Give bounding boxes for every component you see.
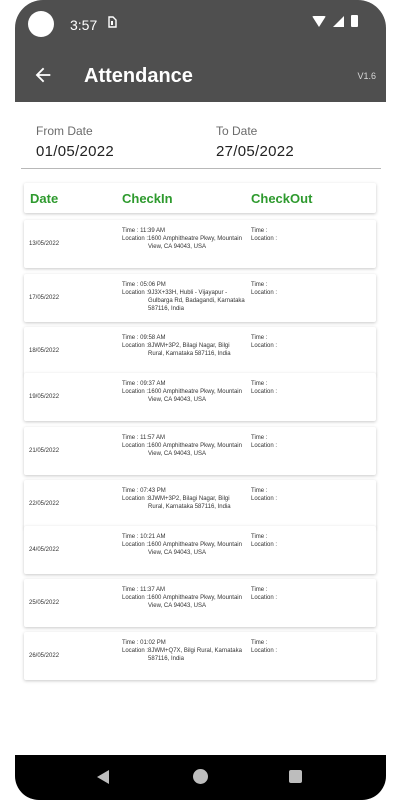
row-date: 21/05/2022 — [29, 448, 60, 454]
table-row[interactable] — [24, 373, 376, 421]
checkin-location: 1600 Amphitheatre Pkwy, Mountain View, CA 94043, USA — [148, 443, 242, 457]
checkin-location-label: Location : — [122, 343, 149, 349]
row-checkout — [251, 533, 361, 549]
row-date: 24/05/2022 — [29, 547, 60, 553]
checkout-location: Location : — [251, 496, 278, 502]
divider — [21, 168, 381, 169]
checkout-location: Location : — [251, 290, 278, 296]
row-checkout — [251, 227, 361, 243]
wifi-icon — [312, 16, 326, 27]
checkin-location: 1600 Amphitheatre Pkwy, Mountain View, CA 94043, USA — [148, 389, 242, 403]
table-row[interactable] — [24, 427, 376, 475]
checkout-location: Location : — [251, 542, 278, 548]
checkin-location-label: Location : — [122, 443, 149, 449]
checkin-location-label: Location : — [122, 496, 149, 502]
row-checkout — [251, 334, 361, 350]
checkin-time: Time : 11:37 AM — [122, 587, 166, 593]
checkout-location: Location : — [251, 236, 278, 242]
checkout-location: Location : — [251, 595, 278, 601]
row-checkout — [251, 380, 361, 396]
to-date-label: To Date — [216, 124, 258, 138]
checkin-location-label: Location : — [122, 236, 149, 242]
row-checkin — [122, 586, 247, 610]
table-row[interactable] — [24, 327, 376, 375]
nav-home-icon[interactable] — [193, 769, 208, 784]
checkin-time: Time : 11:39 AM — [122, 228, 166, 234]
checkin-time: Time : 09:58 AM — [122, 335, 166, 341]
checkout-time: Time : — [251, 335, 268, 341]
header-date: Date — [30, 191, 59, 206]
checkin-time: Time : 10:21 AM — [122, 534, 166, 540]
row-checkin — [122, 533, 247, 557]
checkout-time: Time : — [251, 228, 268, 234]
checkin-location-label: Location : — [122, 542, 149, 548]
checkin-time: Time : 05:06 PM — [122, 282, 166, 288]
row-checkout — [251, 639, 361, 655]
table-row[interactable] — [24, 480, 376, 528]
system-nav-bar — [15, 755, 386, 800]
page-title: Attendance — [84, 65, 193, 87]
signal-icon — [333, 16, 344, 27]
row-checkin — [122, 227, 247, 251]
checkin-time: Time : 07:43 PM — [122, 488, 166, 494]
row-checkin — [122, 487, 247, 511]
row-checkout — [251, 487, 361, 503]
row-checkin — [122, 434, 247, 458]
row-checkout — [251, 281, 361, 297]
header-checkin: CheckIn — [122, 191, 173, 206]
checkin-location: 9J3X+33H, Hubli - Vijayapur - Gulbarga Rd, Badagandi, Karnataka 587116, India — [148, 290, 245, 312]
checkout-location: Location : — [251, 443, 278, 449]
checkin-location: 8JWM+3P2, Bilagi Nagar, Bilgi Rural, Karnataka 587116, India — [148, 343, 231, 357]
header-checkout: CheckOut — [251, 191, 313, 206]
row-date: 26/05/2022 — [29, 653, 60, 659]
from-date-field[interactable] — [36, 124, 114, 160]
row-date: 17/05/2022 — [29, 295, 60, 301]
checkout-time: Time : — [251, 381, 268, 387]
to-date-field[interactable] — [216, 124, 294, 160]
checkin-time: Time : 11:57 AM — [122, 435, 166, 441]
battery-icon — [351, 15, 358, 27]
from-date-value[interactable]: 01/05/2022 — [36, 143, 115, 160]
row-checkout — [251, 434, 361, 450]
row-date: 18/05/2022 — [29, 348, 60, 354]
checkout-time: Time : — [251, 587, 268, 593]
checkin-time: Time : 01:02 PM — [122, 640, 166, 646]
checkout-time: Time : — [251, 435, 268, 441]
phone-screen — [15, 0, 386, 800]
row-checkin — [122, 380, 247, 404]
row-date: 22/05/2022 — [29, 501, 60, 507]
checkout-time: Time : — [251, 640, 268, 646]
version-label: V1.6 — [357, 71, 376, 81]
checkin-location-label: Location : — [122, 595, 149, 601]
checkin-location: 1600 Amphitheatre Pkwy, Mountain View, CA 94043, USA — [148, 542, 242, 556]
checkout-location: Location : — [251, 648, 278, 654]
to-date-value[interactable]: 27/05/2022 — [216, 143, 295, 160]
row-checkin — [122, 639, 247, 663]
checkin-location: 1600 Amphitheatre Pkwy, Mountain View, CA 94043, USA — [148, 595, 242, 609]
checkin-location: 1600 Amphitheatre Pkwy, Mountain View, CA 94043, USA — [148, 236, 242, 250]
arrow-left-icon[interactable] — [32, 64, 54, 86]
nav-back-icon[interactable] — [97, 770, 109, 784]
checkout-location: Location : — [251, 343, 278, 349]
checkout-time: Time : — [251, 488, 268, 494]
checkout-location: Location : — [251, 389, 278, 395]
table-row[interactable] — [24, 274, 376, 322]
checkin-location: 8JWM+3P2, Bilagi Nagar, Bilgi Rural, Karnataka 587116, India — [148, 496, 231, 510]
sim-icon — [107, 16, 117, 31]
checkout-time: Time : — [251, 282, 268, 288]
table-row[interactable] — [24, 526, 376, 574]
status-icons — [312, 15, 358, 27]
row-date: 25/05/2022 — [29, 600, 60, 606]
checkin-location-label: Location : — [122, 389, 149, 395]
row-date: 13/05/2022 — [29, 241, 60, 247]
table-row[interactable] — [24, 579, 376, 627]
camera-cutout — [28, 11, 54, 37]
row-checkout — [251, 586, 361, 602]
table-row[interactable] — [24, 220, 376, 268]
checkin-location-label: Location : — [122, 290, 149, 296]
checkin-time: Time : 09:37 AM — [122, 381, 166, 387]
from-date-label: From Date — [36, 124, 93, 138]
status-time: 3:57 — [70, 17, 98, 33]
nav-recents-icon[interactable] — [289, 770, 302, 783]
row-checkin — [122, 281, 247, 313]
row-date: 19/05/2022 — [29, 394, 60, 400]
table-row[interactable] — [24, 632, 376, 680]
app-bar — [15, 0, 386, 102]
checkin-location: 8JWM+Q7X, Bilgi Rural, Karnataka 587116, India — [148, 648, 242, 662]
checkin-location-label: Location : — [122, 648, 149, 654]
table-header — [24, 183, 376, 213]
checkout-time: Time : — [251, 534, 268, 540]
row-checkin — [122, 334, 247, 358]
